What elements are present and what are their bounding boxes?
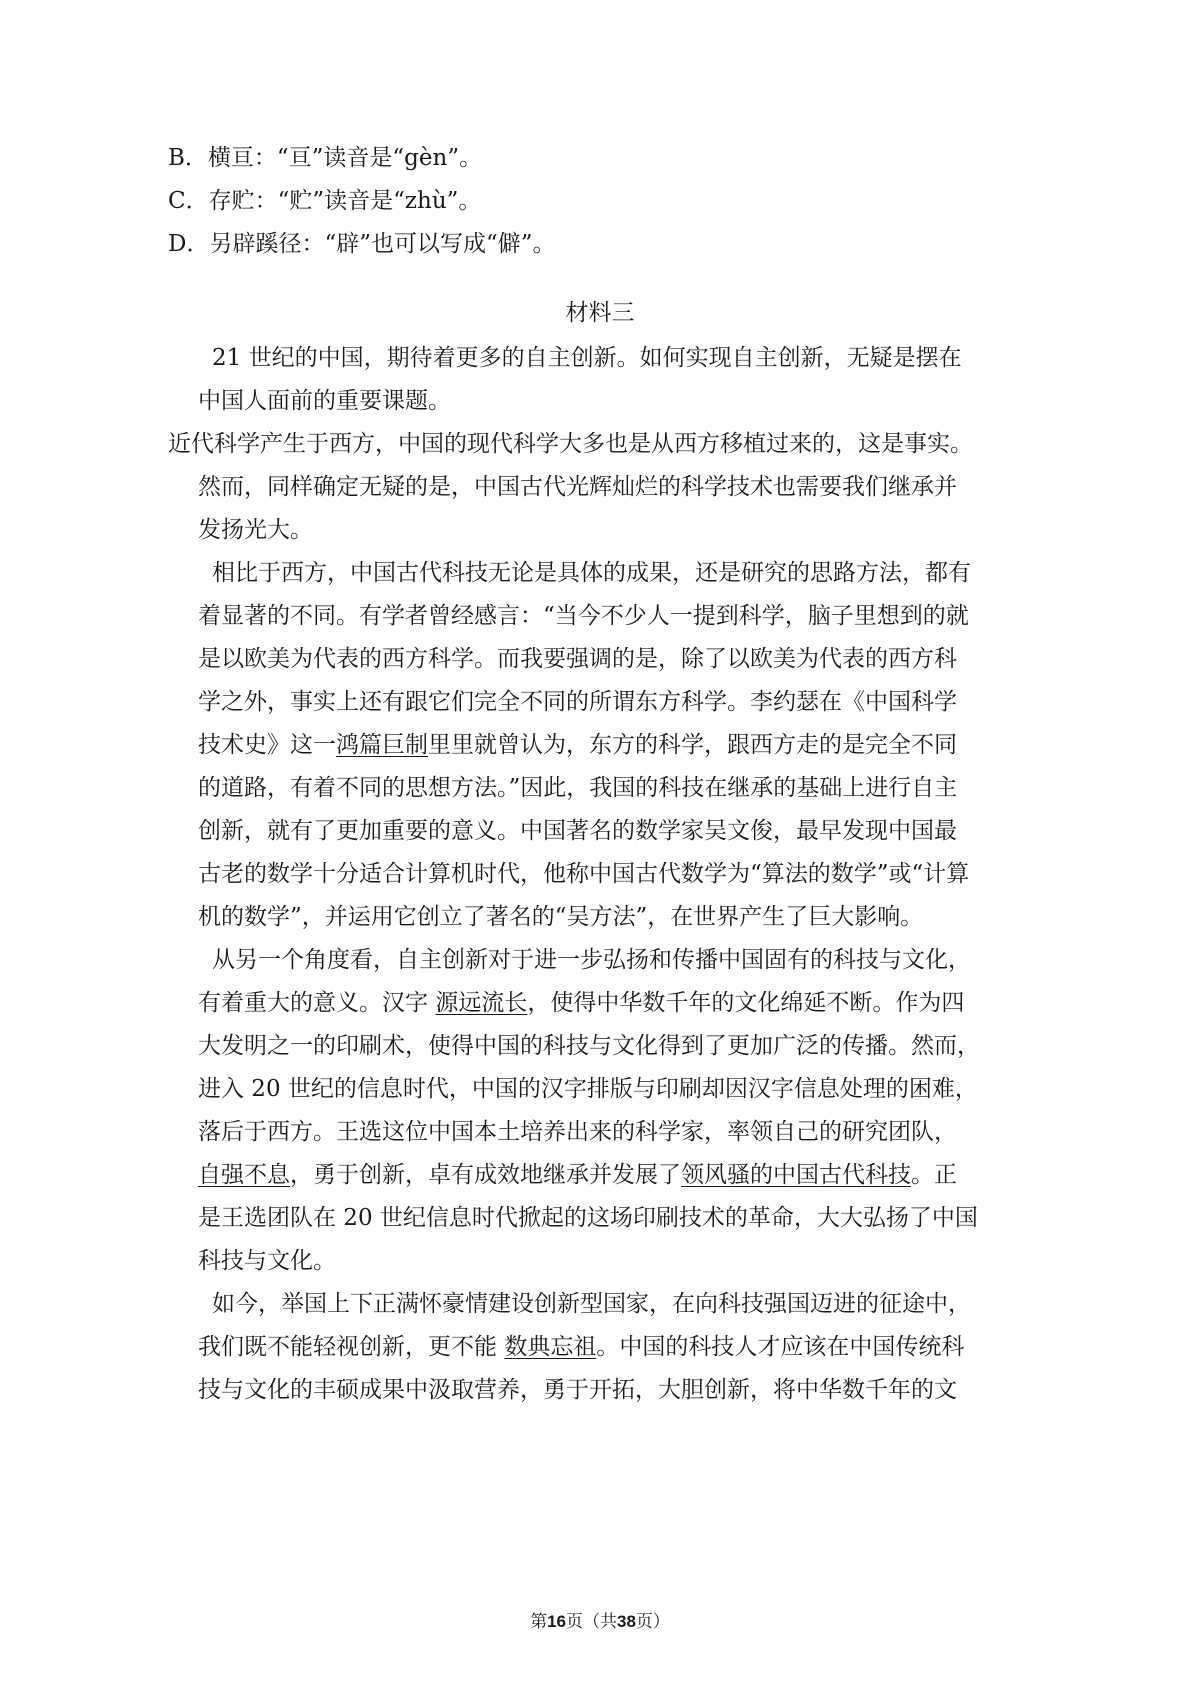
text-line: 近代科学产生于西方，中国的现代科学大多也是从西方移植过来的，这是事实。 xyxy=(168,431,973,457)
text-line: 创新，就有了更加重要的意义。中国著名的数学家吴文俊，最早发现中国最 xyxy=(198,818,957,844)
underlined-phrase: 源远流长 xyxy=(435,990,528,1016)
underlined-phrase: 鸿篇巨制 xyxy=(336,732,428,758)
text-segment: ，使得中华数千年的文化绵延不断。作为四 xyxy=(527,990,965,1016)
text-line: 大发明之一的印刷术，使得中国的科技与文化得到了更加广泛的传播。然而， xyxy=(198,1033,980,1059)
text-line: 从另一个角度看，自主创新对于进一步弘扬和传播中国固有的科技与文化， xyxy=(212,947,971,973)
text-segment: 我们既不能轻视创新，更不能 xyxy=(198,1334,505,1360)
text-segment: 里里就曾认为，东方的科学，跟西方走的是完全不同 xyxy=(428,732,957,758)
text-line: 是王选团队在 20 世纪信息时代掀起的这场印刷技术的革命，大大弘扬了中国 xyxy=(198,1205,978,1231)
option-text: 横亘：“亘”读音是“gèn”。 xyxy=(207,145,483,171)
text-line xyxy=(198,1332,964,1362)
option-d xyxy=(168,229,556,259)
text-line: 技与文化的丰硕成果中汲取营养，勇于开拓，大胆创新，将中华数千年的文 xyxy=(198,1377,957,1403)
page-number: 16 xyxy=(547,1612,566,1631)
option-c xyxy=(168,186,481,216)
underlined-phrase: 领风骚的中国古代科技 xyxy=(681,1162,911,1188)
option-label: C． xyxy=(168,188,209,214)
option-label: D． xyxy=(168,231,210,257)
underlined-phrase: 自强不息 xyxy=(198,1162,290,1188)
text-line: 机的数学”，并运用它创立了著名的“吴方法”，在世界产生了巨大影响。 xyxy=(198,904,924,930)
option-text: 另辟蹊径：“辟”也可以写成“僻”。 xyxy=(209,231,556,257)
text-segment: ，勇于创新，卓有成效地继承并发展了 xyxy=(290,1162,681,1188)
text-line xyxy=(198,988,964,1018)
text-line xyxy=(198,730,957,760)
text-line: 21 世纪的中国，期待着更多的自主创新。如何实现自主创新，无疑是摆在 xyxy=(212,345,962,371)
page-footer xyxy=(0,1610,1200,1634)
text-segment: 。正 xyxy=(911,1162,957,1188)
footer-middle: 页（共 xyxy=(566,1612,617,1632)
text-line: 古老的数学十分适合计算机时代，他称中国古代数学为“算法的数学”或“计算 xyxy=(198,861,970,887)
total-pages: 38 xyxy=(617,1612,636,1631)
option-b xyxy=(168,143,482,173)
option-text: 存贮：“贮”读音是“zhù”。 xyxy=(208,188,482,214)
text-line: 落后于西方。王选这位中国本土培养出来的科学家，率领自己的研究团队， xyxy=(198,1119,957,1145)
text-line: 相比于西方，中国古代科技无论是具体的成果，还是研究的思路方法，都有 xyxy=(212,560,971,586)
text-line xyxy=(198,1160,957,1190)
text-line: 是以欧美为代表的西方科学。而我要强调的是，除了以欧美为代表的西方科 xyxy=(198,646,957,672)
text-line: 科技与文化。 xyxy=(198,1248,336,1274)
option-label: B． xyxy=(168,145,208,171)
text-line: 的道路，有着不同的思想方法。”因此，我国的科技在继承的基础上进行自主 xyxy=(198,775,958,801)
text-line: 着显著的不同。有学者曾经感言：“当今不少人一提到科学，脑子里想到的就 xyxy=(198,603,969,629)
text-line: 进入 20 世纪的信息时代，中国的汉字排版与印刷却因汉字信息处理的困难， xyxy=(198,1076,978,1102)
text-line: 如今，举国上下正满怀豪情建设创新型国家，在向科技强国迈进的征途中， xyxy=(212,1291,971,1317)
underlined-phrase: 数典忘祖 xyxy=(504,1334,597,1360)
text-segment: 技术史》这一 xyxy=(198,732,336,758)
text-line: 中国人面前的重要课题。 xyxy=(198,388,451,414)
text-segment: 。中国的科技人才应该在中国传统科 xyxy=(596,1334,965,1360)
text-line: 发扬光大。 xyxy=(198,517,313,543)
text-line: 然而，同样确定无疑的是，中国古代光辉灿烂的科学技术也需要我们继承并 xyxy=(198,474,957,500)
text-segment: 有着重大的意义。汉字 xyxy=(198,990,436,1016)
footer-prefix: 第 xyxy=(530,1612,548,1632)
section-title: 材料三 xyxy=(565,300,635,326)
footer-suffix: 页） xyxy=(635,1612,670,1632)
text-line: 学之外，事实上还有跟它们完全不同的所谓东方科学。李约瑟在《中国科学 xyxy=(198,689,957,715)
